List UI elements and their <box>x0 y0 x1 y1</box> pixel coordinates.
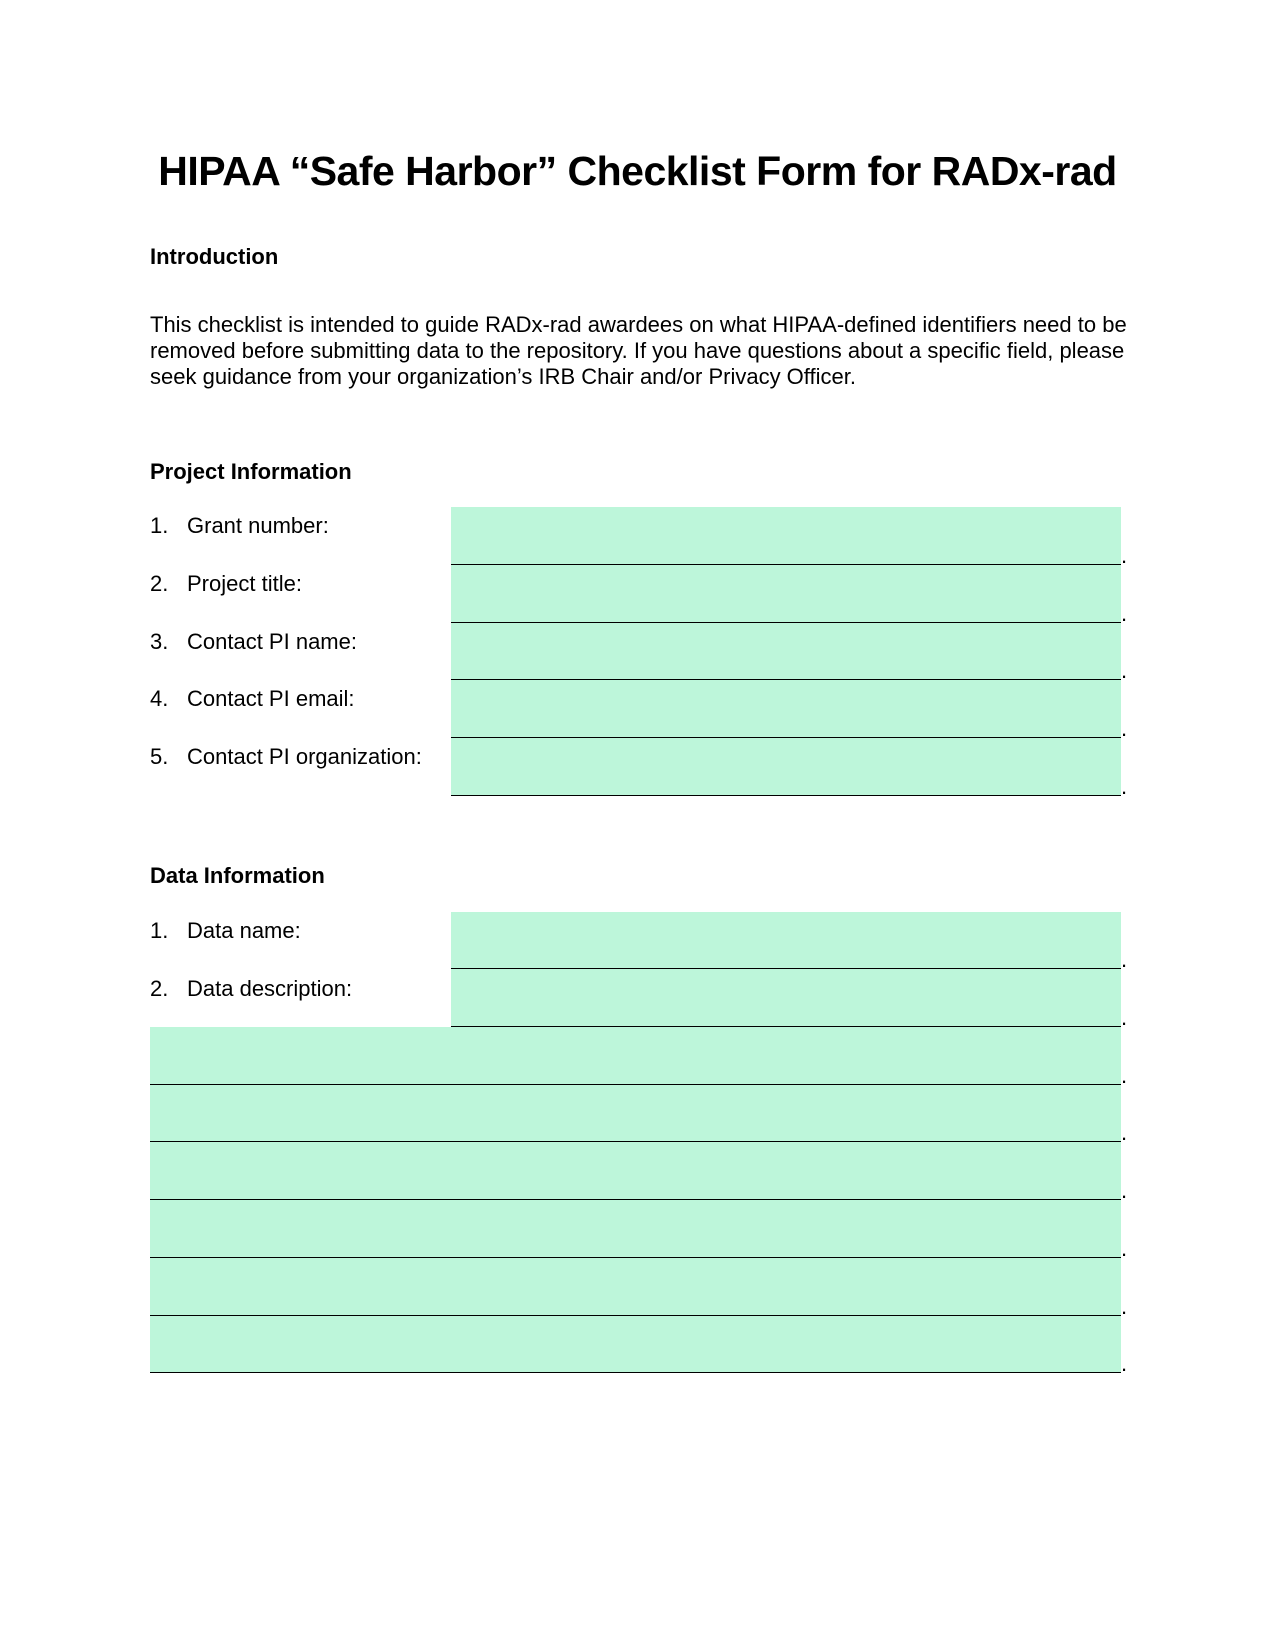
item-number: 3. <box>150 629 169 654</box>
data-name-label: Data name: <box>187 918 301 943</box>
page-title: HIPAA “Safe Harbor” Checklist Form for RADx-rad <box>158 148 1117 194</box>
data-information-heading: Data Information <box>150 863 325 888</box>
contact-pi-email-label: Contact PI email: <box>187 686 355 711</box>
data-description-line[interactable] <box>150 1027 1121 1085</box>
field-terminator: . <box>1121 774 1128 799</box>
project-information-heading: Project Information <box>150 459 352 484</box>
field-terminator: . <box>1121 658 1128 683</box>
introduction-text: This checklist is intended to guide RADx-rad awardees on what HIPAA-defined identifiers need to be removed before submitting data to the repository. If you have questions about a specific field, please seek guidance from your organization’s IRB Chair and/or Privacy Officer. <box>150 312 1127 389</box>
data-description-line[interactable] <box>150 1085 1121 1142</box>
field-terminator: . <box>1121 716 1128 741</box>
data-name-field[interactable] <box>451 912 1121 969</box>
data-description-line[interactable] <box>150 1142 1121 1200</box>
field-terminator: . <box>1121 543 1128 568</box>
contact-pi-organization-field[interactable] <box>451 738 1121 796</box>
grant-number-label: Grant number: <box>187 513 329 538</box>
project-title-field[interactable] <box>451 565 1121 623</box>
data-description-line[interactable] <box>150 1316 1121 1373</box>
item-number: 2. <box>150 976 169 1001</box>
contact-pi-organization-label: Contact PI organization: <box>187 744 422 769</box>
field-terminator: . <box>1121 1351 1128 1376</box>
data-description-label: Data description: <box>187 976 353 1001</box>
item-number: 5. <box>150 744 169 769</box>
item-number: 4. <box>150 686 169 711</box>
grant-number-field[interactable] <box>451 507 1121 565</box>
field-terminator: . <box>1121 601 1128 626</box>
introduction-heading: Introduction <box>150 244 279 269</box>
item-number: 1. <box>150 918 169 943</box>
item-number: 1. <box>150 513 169 538</box>
field-terminator: . <box>1121 1120 1128 1145</box>
project-title-label: Project title: <box>187 571 302 596</box>
data-description-line[interactable] <box>150 1200 1121 1258</box>
data-description-field[interactable] <box>451 969 1121 1027</box>
contact-pi-name-field[interactable] <box>451 623 1121 680</box>
contact-pi-name-label: Contact PI name: <box>187 629 357 654</box>
data-description-line[interactable] <box>150 1258 1121 1316</box>
item-number: 2. <box>150 571 169 596</box>
field-terminator: . <box>1121 1063 1128 1088</box>
contact-pi-email-field[interactable] <box>451 680 1121 738</box>
field-terminator: . <box>1121 1005 1128 1030</box>
field-terminator: . <box>1121 1236 1128 1261</box>
field-terminator: . <box>1121 1178 1128 1203</box>
field-terminator: . <box>1121 1294 1128 1319</box>
field-terminator: . <box>1121 947 1128 972</box>
